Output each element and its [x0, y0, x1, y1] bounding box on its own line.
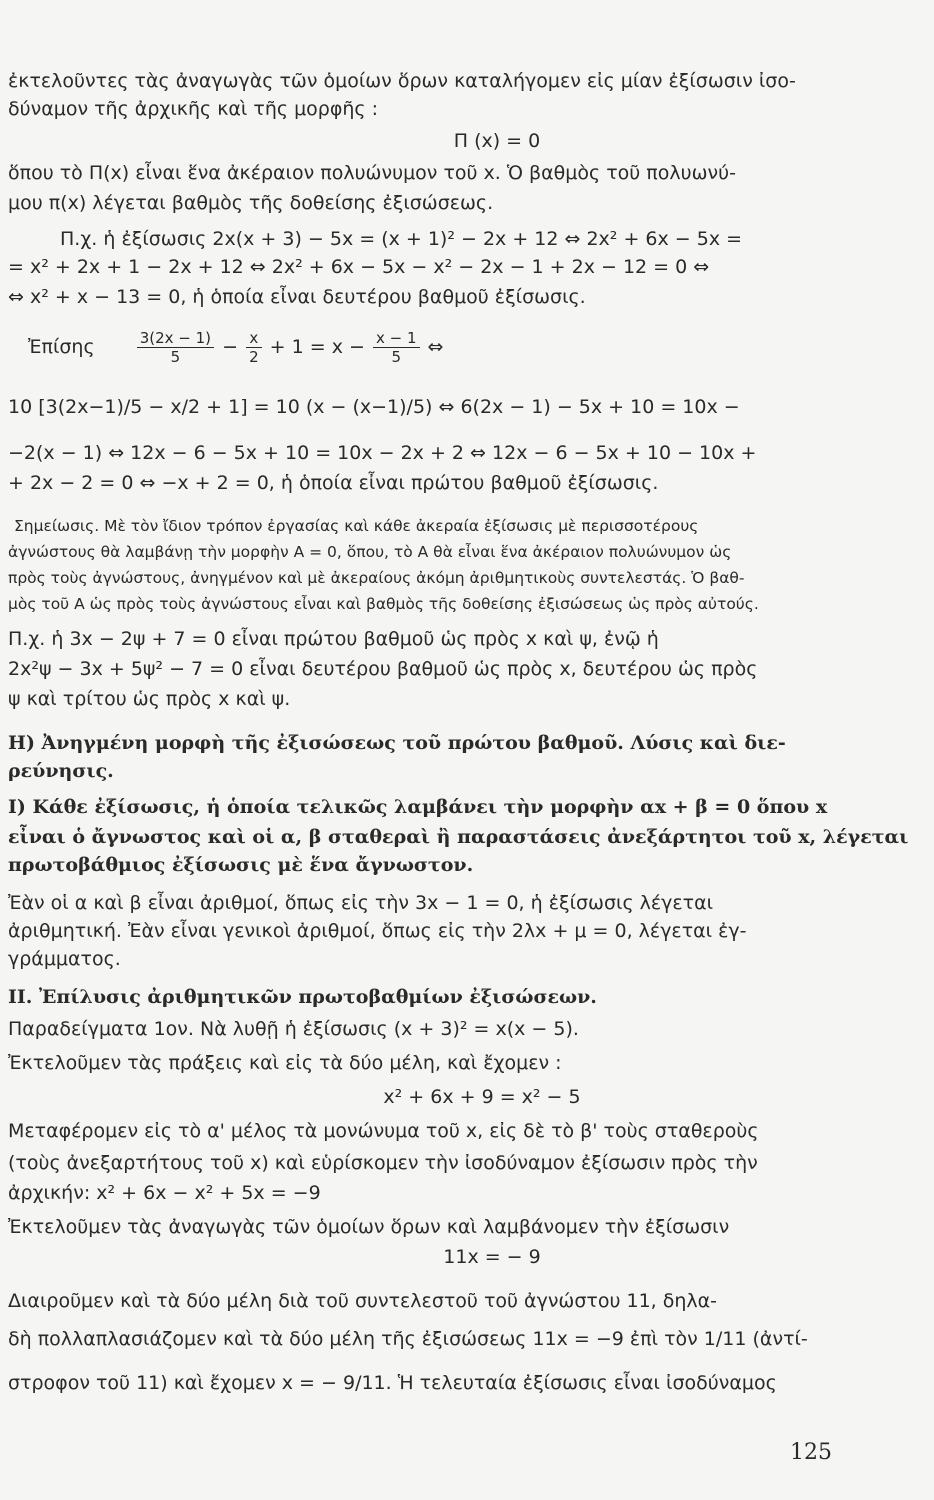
definition-line: πρωτοβάθμιος ἐξίσωσις μὲ ἕνα ἄγνωστον.: [8, 854, 474, 876]
equation-line: 11x = − 9: [443, 1246, 541, 1268]
text-line: Ἐκτελοῦμεν τὰς ἀναγωγὰς τῶν ὁμοίων ὅρων καὶ λαμβάνομεν τὴν ἐξίσωσιν: [8, 1216, 730, 1238]
text-line: ψ καὶ τρίτου ὡς πρὸς x καὶ ψ.: [8, 688, 291, 710]
equation-line: = x² + 2x + 1 − 2x + 12 ⇔ 2x² + 6x − 5x − x² − 2x − 1 + 2x − 12 = 0 ⇔: [8, 256, 710, 278]
text-line: ἀριθμητική. Ἐὰν εἶναι γενικοὶ ἀριθμοί, ὅπως εἰς τὴν 2λx + μ = 0, λέγεται ἐγ-: [8, 920, 747, 942]
note-line: πρὸς τοὺς ἀγνώστους, ἀνηγμένον καὶ μὲ ἀκεραίους ἀκόμη ἀριθμητικοὺς συντελεστάς. Ὁ βαθ-: [8, 569, 745, 587]
page-number: 125: [790, 1440, 832, 1465]
text-line: ἐκτελοῦντες τὰς ἀναγωγὰς τῶν ὁμοίων ὅρων καταλήγομεν εἰς μίαν ἐξίσωσιν ἰσο-: [8, 70, 796, 92]
equation-line: x² + 6x + 9 = x² − 5: [383, 1086, 581, 1108]
equation-line: 10 [3(2x−1)/5 − x/2 + 1] = 10 (x − (x−1)/5) ⇔ 6(2x − 1) − 5x + 10 = 10x −: [8, 396, 740, 418]
equation-line: −2(x − 1) ⇔ 12x − 6 − 5x + 10 = 10x − 2x + 2 ⇔ 12x − 6 − 5x + 10 − 10x +: [8, 442, 757, 464]
text-line: ἀρχικήν: x² + 6x − x² + 5x = −9: [8, 1182, 321, 1204]
fraction: $\frac{x}{2}$: [246, 329, 262, 366]
definition-line: εἶναι ὁ ἄγνωστος καὶ οἱ α, β σταθεραὶ ἢ παραστάσεις ἀνεξάρτητοι τοῦ x, λέγεται: [8, 826, 908, 848]
note-line: ἀγνώστους θὰ λαμβάνῃ τὴν μορφὴν Α = 0, ὅπου, τὸ Α θὰ εἶναι ἕνα ἀκέραιον πολυώνυμον ὡς: [8, 543, 732, 561]
section-heading: ΙΙ. Ἐπίλυσις ἀριθμητικῶν πρωτοβαθμίων ἐξισώσεων.: [8, 986, 597, 1008]
section-heading: ρεύνησις.: [8, 760, 114, 782]
section-heading: Η) Ἀνηγμένη μορφὴ τῆς ἐξισώσεως τοῦ πρώτου βαθμοῦ. Λύσις καὶ διε-: [8, 732, 786, 754]
text-line: (τοὺς ἀνεξαρτήτους τοῦ x) καὶ εὑρίσκομεν τὴν ἰσοδύναμον ἐξίσωσιν πρὸς τὴν: [8, 1152, 758, 1174]
text-line: δύναμον τῆς ἀρχικῆς καὶ τῆς μορφῆς :: [8, 98, 379, 120]
equation-line: Π (x) = 0: [453, 130, 541, 152]
fraction-equation-line: Ἐπίσης $\frac{3(2x - 1)}{5}$ − $\frac{x}{2}$ + 1 = x − $\frac{x - 1}{5}$ ⇔: [28, 329, 444, 366]
definition-line: Ι) Κάθε ἐξίσωσις, ἡ ὁποία τελικῶς λαμβάνει τὴν μορφὴν αx + β = 0 ὅπου x: [8, 796, 828, 818]
example-line: Παραδείγματα 1ον. Νὰ λυθῇ ἡ ἐξίσωσις (x + 3)² = x(x − 5).: [8, 1018, 579, 1040]
equation-line: + 2x − 2 = 0 ⇔ −x + 2 = 0, ἡ ὁποία εἶναι πρώτου βαθμοῦ ἐξίσωσις.: [8, 472, 659, 494]
text-line: Διαιροῦμεν καὶ τὰ δύο μέλη διὰ τοῦ συντελεστοῦ τοῦ ἀγνώστου 11, δηλα-: [8, 1290, 718, 1312]
episis-label: Ἐπίσης: [28, 336, 95, 358]
text-line: Ἐκτελοῦμεν τὰς πράξεις καὶ εἰς τὰ δύο μέλη, καὶ ἔχομεν :: [8, 1052, 562, 1074]
text-line: Π.χ. ἡ 3x − 2ψ + 7 = 0 εἶναι πρώτου βαθμοῦ ὡς πρὸς x καὶ ψ, ἐνῷ ἡ: [8, 628, 659, 650]
text-line: Ἐὰν οἱ α καὶ β εἶναι ἀριθμοί, ὅπως εἰς τὴν 3x − 1 = 0, ἡ ἐξίσωσις λέγεται: [8, 892, 714, 914]
text-line: μου π(x) λέγεται βαθμὸς τῆς δοθείσης ἐξισώσεως.: [8, 192, 494, 214]
note-line: μὸς τοῦ Α ὡς πρὸς τοὺς ἀγνώστους εἶναι καὶ βαθμὸς τῆς δοθείσης ἐξισώσεως ὡς πρὸς αὐτούς.: [8, 595, 759, 613]
text-line: ὅπου τὸ Π(x) εἶναι ἕνα ἀκέραιον πολυώνυμον τοῦ x. Ὁ βαθμὸς τοῦ πολυωνύ-: [8, 162, 736, 184]
text-line: στροφον τοῦ 11) καὶ ἔχομεν x = − 9/11. Ἡ τελευταία ἐξίσωσις εἶναι ἰσοδύναμος: [8, 1372, 777, 1394]
fraction: $\frac{x - 1}{5}$: [373, 329, 420, 366]
equation-line: Π.χ. ἡ ἐξίσωσις 2x(x + 3) − 5x = (x + 1)² − 2x + 12 ⇔ 2x² + 6x − 5x =: [60, 228, 743, 250]
text-line: Μεταφέρομεν εἰς τὸ α' μέλος τὰ μονώνυμα τοῦ x, εἰς δὲ τὸ β' τοὺς σταθεροὺς: [8, 1120, 759, 1142]
text-line: 2x²ψ − 3x + 5ψ² − 7 = 0 εἶναι δευτέρου βαθμοῦ ὡς πρὸς x, δευτέρου ὡς πρὸς: [8, 658, 758, 680]
text-line: ⇔ x² + x − 13 = 0, ἡ ὁποία εἶναι δευτέρου βαθμοῦ ἐξίσωσις.: [8, 286, 586, 308]
fraction: $\frac{3(2x - 1)}{5}$: [137, 329, 214, 366]
text-line: γράμματος.: [8, 948, 121, 970]
text-line: δὴ πολλαπλασιάζομεν καὶ τὰ δύο μέλη τῆς ἐξισώσεως 11x = −9 ἐπὶ τὸν 1/11 (ἀντί-: [8, 1328, 808, 1350]
note-line: Σημείωσις. Μὲ τὸν ἴδιον τρόπον ἐργασίας καὶ κάθε ἀκεραία ἐξίσωσις μὲ περισσοτέρους: [14, 517, 699, 535]
